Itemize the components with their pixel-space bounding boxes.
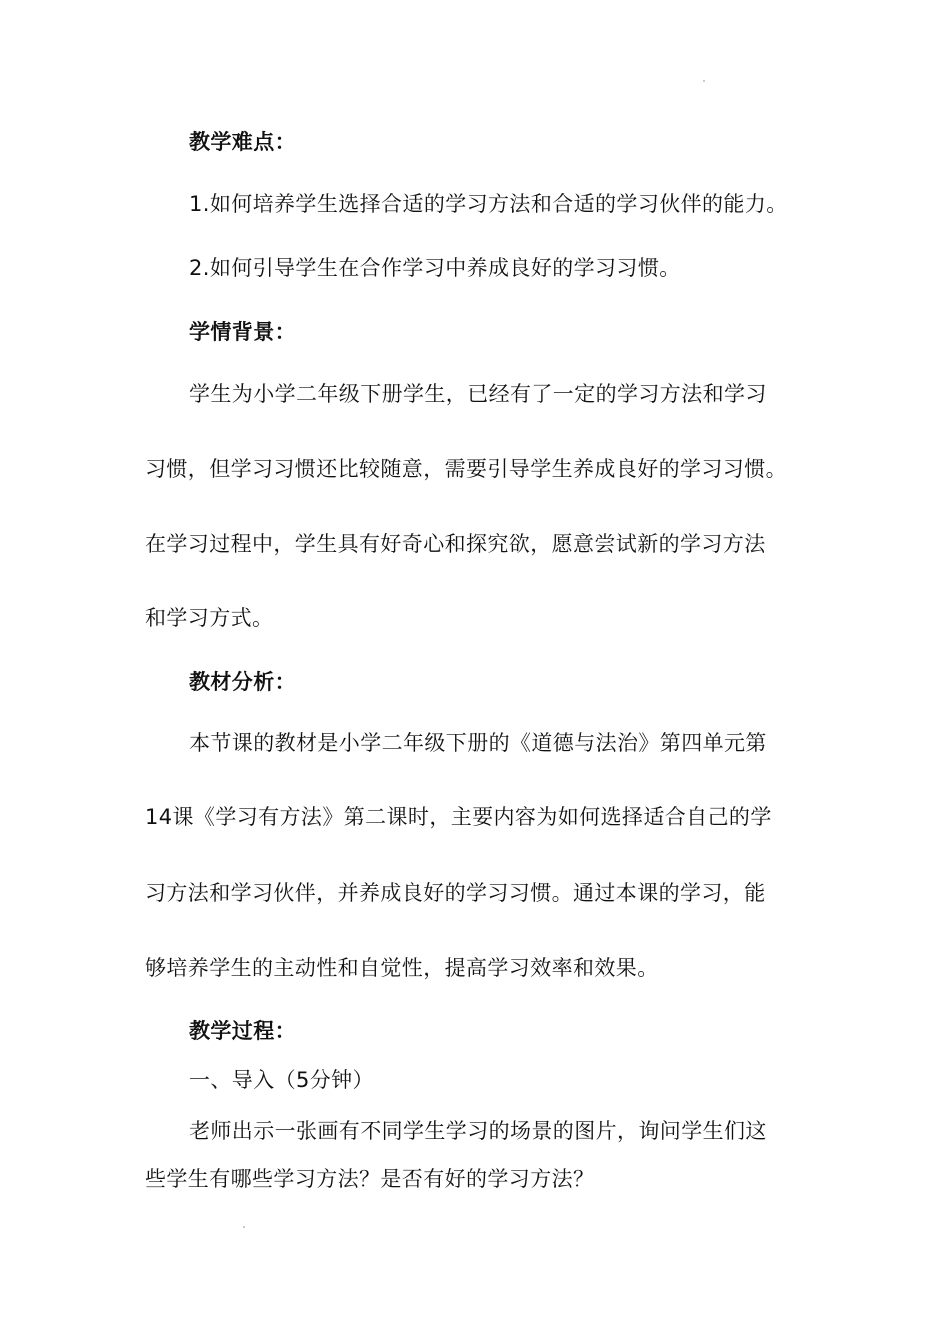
process-step1-line-2: 些学生有哪些学习方法？是否有好的学习方法？ [145,1167,595,1191]
process-step1-title: 一、导入（5分钟） [189,1068,374,1092]
background-line-1: 学生为小学二年级下册学生，已经有了一定的学习方法和学习 [189,382,767,406]
page-speck [243,1226,245,1228]
background-heading: 学情背景： [189,320,296,344]
difficulty-item-2: 2.如何引导学生在合作学习中养成良好的学习习惯。 [189,256,681,280]
analysis-line-2: 14课《学习有方法》第二课时，主要内容为如何选择适合自己的学 [145,805,772,829]
difficulty-item-1: 1.如何培养学生选择合适的学习方法和合适的学习伙伴的能力。 [189,192,788,216]
page-speck [703,80,705,82]
analysis-line-4: 够培养学生的主动性和自觉性，提高学习效率和效果。 [145,956,659,980]
analysis-line-1: 本节课的教材是小学二年级下册的《道德与法治》第四单元第 [189,731,767,755]
process-step1-line-1: 老师出示一张画有不同学生学习的场景的图片，询问学生们这 [189,1119,767,1143]
difficulties-heading: 教学难点： [189,130,296,154]
background-line-2: 习惯，但学习习惯还比较随意，需要引导学生养成良好的学习习惯。 [145,457,787,481]
background-line-3: 在学习过程中，学生具有好奇心和探究欲，愿意尝试新的学习方法 [145,532,766,556]
process-heading: 教学过程： [189,1019,296,1043]
analysis-line-3: 习方法和学习伙伴，并养成良好的学习习惯。通过本课的学习，能 [145,881,766,905]
background-line-4: 和学习方式。 [145,606,274,630]
analysis-heading: 教材分析： [189,670,296,694]
